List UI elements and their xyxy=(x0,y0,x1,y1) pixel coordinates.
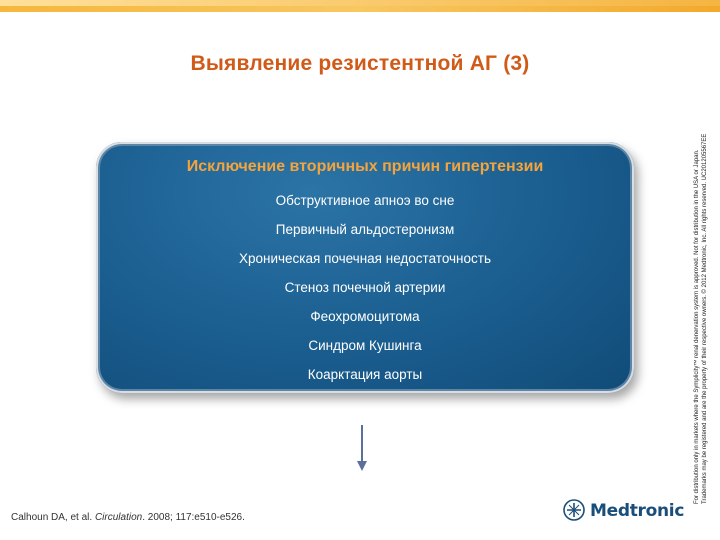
down-arrow-icon xyxy=(355,425,369,471)
disclaimer-line-1: For distribution only in markets where the Symplicity™ renal denervation system is approved. Not for distribution in the USA or Japan. xyxy=(694,149,700,504)
panel-heading: Исключение вторичных причин гипертензии xyxy=(186,158,544,175)
disclaimer-line-2: Trademarks may be registered and are the property of their respective owners. © 2012 Medtronic, Inc. All rights reserved. UC201205567EE xyxy=(702,133,708,504)
list-item: Синдром Кушинга xyxy=(308,338,422,353)
list-item: Обструктивное апноэ во сне xyxy=(275,193,455,208)
citation-journal: Circulation xyxy=(94,512,143,523)
list-item: Коарктация аорты xyxy=(307,367,423,382)
slide-title: Выявление резистентной АГ (3) xyxy=(190,52,530,75)
citation-authors: Calhoun DA, et al. xyxy=(11,512,93,523)
top-accent-bar xyxy=(0,0,720,12)
secondary-causes-panel xyxy=(96,142,634,393)
list-item: Хроническая почечная недостаточность xyxy=(238,251,491,266)
top-accent-highlight xyxy=(0,0,720,6)
citation xyxy=(11,512,245,523)
citation-details: . 2008; 117:e510-e526. xyxy=(142,512,245,523)
list-item: Первичный альдостеронизм xyxy=(275,222,455,237)
brand-name: Medtronic xyxy=(590,501,685,521)
list-item: Феохромоцитома xyxy=(310,309,420,324)
legal-disclaimer xyxy=(693,84,709,504)
causes-list xyxy=(96,192,634,395)
list-item: Стеноз почечной артерии xyxy=(284,280,446,295)
